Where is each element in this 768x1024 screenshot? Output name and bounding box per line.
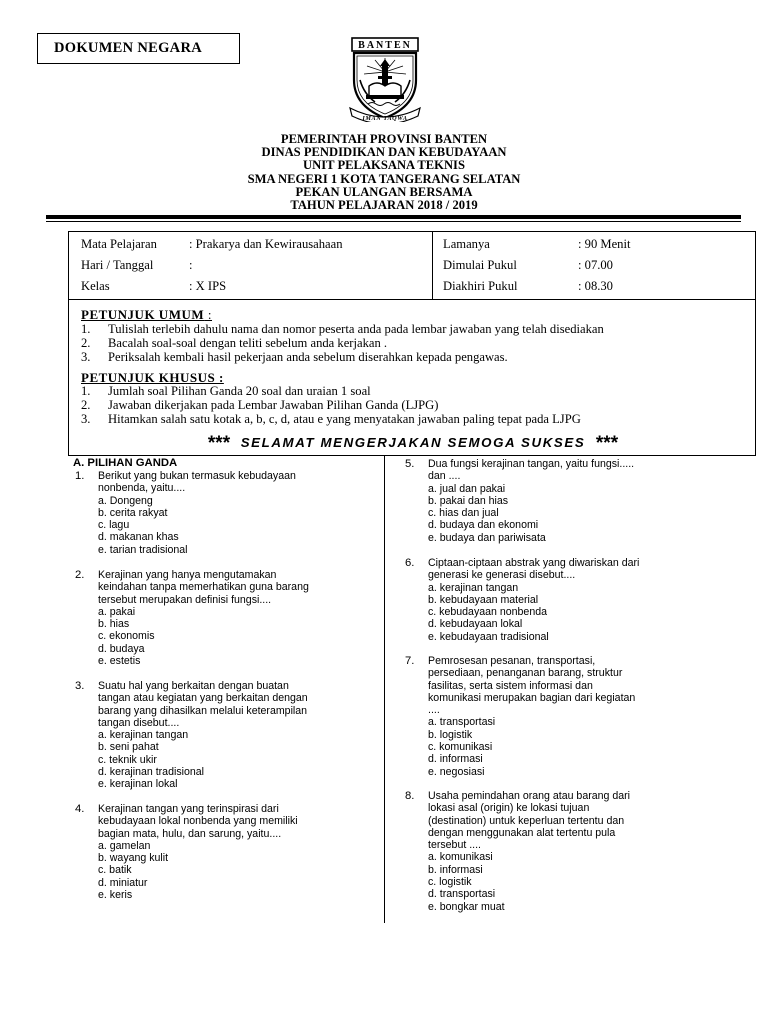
question-text-line: tersebut .... [428, 839, 481, 852]
answer-option: b. informasi [428, 863, 483, 876]
answer-option: c. lagu [98, 519, 130, 532]
item-text: Periksalah kembali hasil pekerjaan anda sebelum diserahkan kepada pengawas. [108, 350, 508, 364]
answer-option: c. batik [98, 864, 132, 877]
question-number: 7. [405, 655, 415, 667]
question-text-line: tangan atau kegiatan yang berkaitan dengan [98, 692, 308, 705]
info-value: : X IPS [189, 279, 227, 293]
question-text-line: generasi ke generasi disebut.... [428, 569, 576, 582]
answer-option: b. logistik [428, 728, 473, 741]
logo-top-text: BANTEN [358, 40, 412, 52]
answer-option: e. tarian tradisional [98, 543, 188, 556]
section-a-title: A. PILIHAN GANDA [73, 457, 178, 469]
answer-option: d. transportasi [428, 888, 496, 901]
answer-option: b. seni pahat [98, 741, 159, 754]
question-text-line: nonbenda, yaitu.... [98, 482, 186, 495]
question-number: 1. [75, 470, 85, 482]
stars-right: *** [595, 433, 619, 454]
info-label: Diakhiri Pukul [443, 279, 518, 293]
answer-option: c. kebudayaan nonbenda [428, 606, 547, 619]
answer-option: e. budaya dan pariwisata [428, 531, 546, 544]
question-text-line: lokasi asal (origin) ke lokasi tujuan [428, 802, 590, 815]
header-line: TAHUN PELAJARAN 2018 / 2019 [290, 198, 478, 213]
item-text: Bacalah soal-soal dengan teliti sebelum anda kerjakan . [108, 336, 388, 350]
stars-left: *** [207, 433, 231, 454]
item-text: Tulislah terlebih dahulu nama dan nomor peserta anda pada lembar jawaban yang telah disediakan [108, 322, 604, 336]
question-text-line: bagian mata, hulu, dan sarung, yaitu.... [98, 827, 282, 840]
question-text-line: Berikut yang bukan termasuk kebudayaan [98, 470, 296, 482]
header-rule-thick [46, 215, 741, 219]
general-instructions-title [81, 307, 212, 323]
answer-option: a. jual dan pakai [428, 482, 506, 495]
item-number: 2. [81, 336, 91, 350]
question-text-line: .... [428, 704, 440, 717]
answer-option: c. teknik ukir [98, 753, 157, 766]
info-label: Lamanya [443, 237, 490, 251]
answer-option: d. budaya [98, 642, 145, 655]
logo-bottom-text: IMAN TAQWA [362, 115, 408, 122]
item-text: Jumlah soal Pilihan Ganda 20 soal dan uraian 1 soal [108, 384, 371, 398]
question-body [98, 470, 296, 556]
answer-option: a. transportasi [428, 716, 496, 729]
banten-emblem-icon [342, 36, 428, 122]
answer-option: d. kerajinan tradisional [98, 766, 204, 779]
item-number: 1. [81, 384, 91, 398]
answer-option: d. makanan khas [98, 531, 179, 544]
question-text-line: Kerajinan tangan yang terinspirasi dari [98, 803, 279, 815]
question-body [428, 458, 634, 544]
info-divider [432, 232, 433, 299]
info-label: Kelas [81, 279, 110, 293]
answer-option: b. pakai dan hias [428, 494, 509, 507]
question-number: 8. [405, 790, 415, 802]
answer-option: a. kerajinan tangan [428, 581, 519, 594]
answer-option: e. kebudayaan tradisional [428, 630, 549, 643]
question-text-line: tersebut merupakan definisi fungsi.... [98, 593, 272, 606]
item-text: Hitamkan salah satu kotak a, b, c, d, atau e yang menyatakan jawaban paling tepat pada LJPG [108, 412, 581, 426]
header-line: PEMERINTAH PROVINSI BANTEN [280, 132, 488, 146]
answer-option: e. kerajinan lokal [98, 778, 178, 791]
answer-option: c. hias dan jual [428, 507, 499, 520]
good-luck-banner [69, 431, 757, 453]
question-text-line: Dua fungsi kerajinan tangan, yaitu fungsi..... [428, 458, 635, 470]
answer-option: e. bongkar muat [428, 900, 505, 913]
question-body [98, 680, 308, 791]
answer-option: c. logistik [428, 876, 472, 889]
item-number: 1. [81, 322, 91, 336]
special-instructions-title: PETUNJUK KHUSUS : [81, 370, 224, 385]
question-body [428, 655, 635, 778]
answer-option: d. budaya dan ekonomi [428, 519, 539, 532]
question-text-line: kebudayaan lokal nonbenda yang memiliki [98, 815, 298, 828]
item-number: 3. [81, 350, 91, 364]
question-text-line: dan .... [428, 470, 461, 483]
question-text-line: barang yang dihasilkan melalui keterampilan [98, 704, 308, 717]
good-luck-text: SELAMAT MENGERJAKAN SEMOGA SUKSES [240, 435, 586, 450]
answer-option: d. informasi [428, 753, 483, 766]
question-text-line: (destination) untuk keperluan tertentu dan [428, 814, 625, 827]
info-label: Hari / Tanggal [81, 258, 154, 272]
header-line: UNIT PELAKSANA TEKNIS [303, 158, 465, 173]
header-rule-thin [46, 221, 741, 222]
question-number: 3. [75, 680, 85, 692]
info-value: : [189, 258, 193, 272]
question-number: 5. [405, 458, 415, 470]
answer-option: b. kebudayaan material [428, 593, 539, 606]
document-classification-label: DOKUMEN NEGARA [37, 33, 240, 64]
question-text-line: tangan disebut.... [98, 716, 180, 729]
question-text-line: fasilitas, serta sistem informasi dan [428, 679, 593, 692]
answer-option: b. cerita rakyat [98, 506, 168, 519]
question-text-line: Suatu hal yang berkaitan dengan buatan [98, 680, 289, 692]
column-separator [384, 455, 385, 923]
question-body [428, 790, 630, 913]
question-text-line: komunikasi merupakan bagian dari kegiatan [428, 691, 636, 704]
item-number: 2. [81, 398, 91, 412]
question-text-line: Ciptaan-ciptaan abstrak yang diwariskan dari [428, 557, 640, 569]
general-instructions-heading: PETUNJUK UMUM [81, 307, 205, 322]
answer-option: c. ekonomis [98, 630, 155, 643]
info-value: : Prakarya dan Kewirausahaan [189, 237, 343, 251]
general-instructions-colon: : [204, 307, 213, 322]
answer-option: a. Dongeng [98, 494, 153, 507]
question-number: 4. [75, 803, 85, 815]
info-value: : 90 Menit [578, 237, 631, 251]
answer-option: c. komunikasi [428, 741, 493, 754]
answer-option: b. wayang kulit [98, 852, 169, 865]
header-line: PEKAN ULANGAN BERSAMA [295, 184, 473, 199]
answer-option: e. negosiasi [428, 765, 485, 778]
answer-option: a. komunikasi [428, 851, 493, 864]
answer-option: d. miniatur [98, 876, 148, 889]
question-text-line: persediaan, penanganan barang, struktur [428, 667, 623, 680]
question-text-line: Kerajinan yang hanya mengutamakan [98, 569, 277, 581]
question-text-line: dengan menggunakan alat tertentu pula [428, 826, 616, 839]
question-number: 2. [75, 569, 85, 581]
letterhead [0, 133, 768, 212]
info-value: : 07.00 [578, 258, 613, 272]
info-label: Dimulai Pukul [443, 258, 517, 272]
info-label: Mata Pelajaran [81, 237, 157, 251]
answer-option: a. pakai [98, 605, 136, 618]
question-body [98, 803, 298, 901]
answer-option: b. hias [98, 618, 130, 631]
answer-option: a. kerajinan tangan [98, 729, 189, 742]
question-text-line: Usaha pemindahan orang atau barang dari [428, 790, 631, 802]
question-text-line: keindahan tanpa memerhatikan guna barang [98, 581, 309, 594]
instructions-box [68, 299, 756, 456]
item-number: 3. [81, 412, 91, 426]
header-line: SMA NEGERI 1 KOTA TANGERANG SELATAN [247, 171, 521, 186]
answer-option: e. estetis [98, 655, 141, 668]
question-number: 6. [405, 557, 415, 569]
answer-option: d. kebudayaan lokal [428, 618, 523, 631]
question-body [428, 557, 639, 643]
question-body [98, 569, 309, 667]
question-text-line: Pemrosesan pesanan, transportasi, [428, 655, 596, 667]
banten-emblem-logo [342, 36, 428, 122]
item-text: Jawaban dikerjakan pada Lembar Jawaban Pilihan Ganda (LJPG) [108, 398, 439, 412]
answer-option: e. keris [98, 889, 133, 902]
answer-option: a. gamelan [98, 839, 151, 852]
exam-info-table [68, 231, 756, 300]
info-value: : 08.30 [578, 279, 613, 293]
header-line: DINAS PENDIDIKAN DAN KEBUDAYAAN [261, 145, 507, 160]
